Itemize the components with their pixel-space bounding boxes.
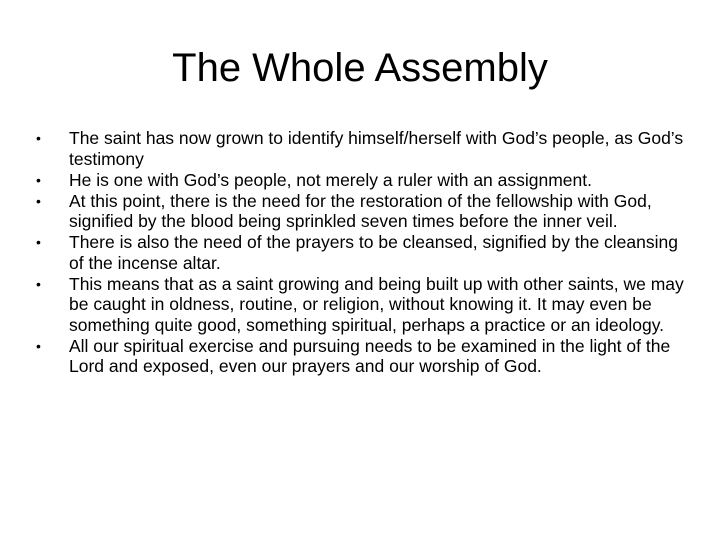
bullet-text: He is one with God’s people, not merely a ruler with an assignment. [69,169,593,190]
bullet-item [36,274,686,336]
bullet-item [36,128,686,169]
slide-title: The Whole Assembly [172,46,548,90]
bullet-text: The saint has now grown to identify himself/herself with God’s people, as God’s testimony [69,128,684,169]
bullet-item [36,336,686,377]
bullet-text: All our spiritual exercise and pursuing needs to be examined in the light of the Lord and exposed, even our prayers and our worship of God. [69,335,671,376]
bullet-text: There is also the need of the prayers to be cleansed, signified by the cleansing of the incense altar. [69,232,678,273]
bullet-item [36,232,686,273]
bullet-list [36,128,686,377]
bullet-icon: • [36,192,41,209]
bullet-item [36,191,686,232]
bullet-icon: • [36,337,41,354]
bullet-item [36,170,686,191]
bullet-text: At this point, there is the need for the restoration of the fellowship with God, signified by the blood being sprinkled seven times before the inner veil. [69,190,652,231]
bullet-text: This means that as a saint growing and being built up with other saints, we may be caught in oldness, routine, or religion, without knowing it. It may even be something quite good, something spiritual, perhaps a practice or an ideology. [69,273,684,335]
bullet-icon: • [36,275,41,292]
bullet-icon: • [36,234,41,250]
bullet-icon: • [36,130,41,146]
bullet-icon: • [36,171,41,188]
